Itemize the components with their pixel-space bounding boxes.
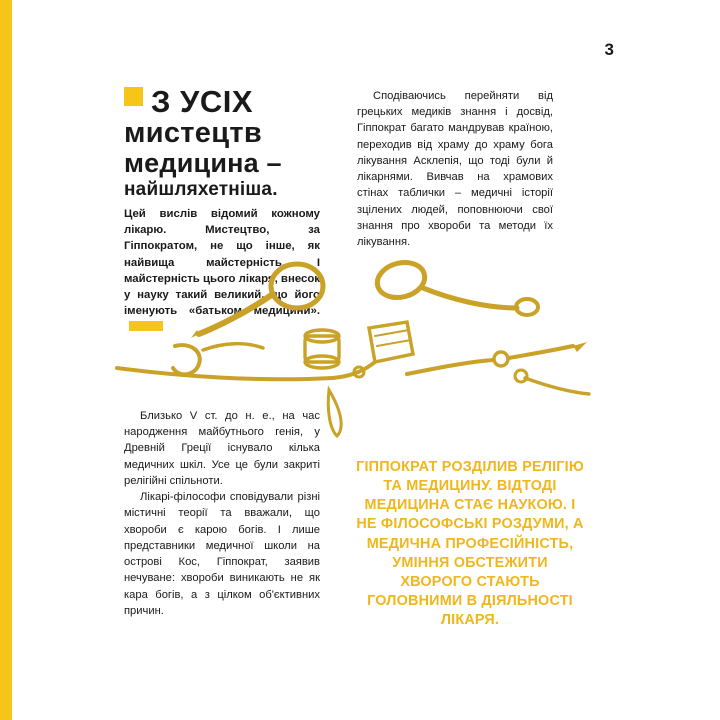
page-title [124,86,324,199]
lead-paragraph: Цей вислів відомий кожному лікарю. Мистецтво, за Гіппократом, не що інше, як найвища майстерність. І майстерність цього лікаря, внесок у науку такий великий, що його іменують «батьком медицини». [124,208,320,318]
forceps-icon [369,322,413,362]
page-edge-strip [0,0,12,720]
headline-line-4: найшляхетніша. [124,179,278,200]
left-column-bottom [124,408,320,619]
curved-blade-icon [328,390,341,436]
pin-icon [515,370,589,394]
left-paragraph-2: Лікарі-філософи сповідували різні містичні теорії та вважали, що хвороби є карою богів. І лише представники медичної школи на острові Кос, Гіппократ, заявив нечуване: хвороби виникають не як кара богів, а з цілком об'єктивних причин. [124,491,320,617]
right-column-top [357,88,553,250]
page-number: 3 [604,40,614,59]
lead-paragraph-wrap [124,206,320,336]
ring-cylinder-icon [305,330,339,368]
headline-line-1 [124,86,324,117]
book-page [12,0,720,720]
headline-line-3: медицина – [124,148,282,178]
right-paragraph-1: Сподіваючись перейняти від грецьких медиків знання і досвід, Гіппократ багато мандрував країною, переходив від храму до храму бога лікування Асклепія, що тоді були й лікарнями. Вивчав на храмових стінах таблички – медичні історії зцілених людей, поповнюючи свої знання про хвороби та методи їх лікування. [357,90,553,249]
long-rod-icon [117,362,375,379]
left-paragraph-1: Близько V ст. до н. е., на час народження майбутнього генія, у Древній Греції існувало кілька медичних шкіл. Усе це були закриті релігійні спільноти. [124,410,320,487]
scalpel-icon [407,342,587,374]
spoon-probe-icon [374,258,538,315]
highlight-callout: ГІППОКРАТ РОЗДІЛИВ РЕЛІГІЮ ТА МЕДИЦИНУ. ВІДТОДІ МЕДИЦИНА СТАЄ НАУКОЮ. І НЕ ФІЛОСОФСЬКІ РОЗДУМИ, А МЕДИЧНА ПРОФЕСІЙНІСТЬ, УМІННЯ ОБСТЕЖИТИ ХВОРОГО СТАЮТЬ ГОЛОВНИМИ В ДІЯЛЬНОСТІ ЛІКАРЯ. [356,459,584,629]
lead-end-marker [129,321,163,331]
hook-icon [173,344,263,375]
bullet-square-icon [124,87,143,106]
headline-line-2: мистецтв [124,117,262,149]
headline-line-1-text: З УСІХ [151,84,253,119]
left-column-top [124,86,324,336]
